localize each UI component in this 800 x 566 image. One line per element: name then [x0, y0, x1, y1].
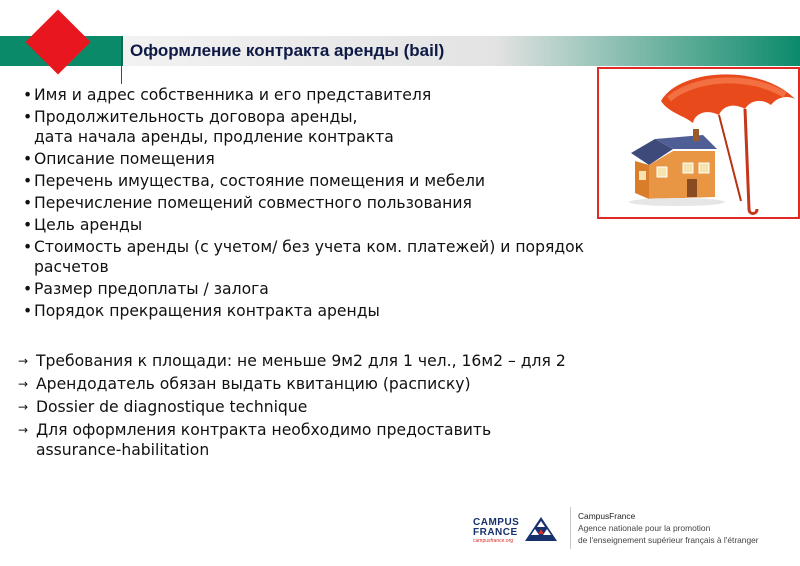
- house-door: [687, 179, 697, 197]
- house-window-3: [699, 163, 709, 173]
- logo-url: campusfrance.org: [473, 538, 514, 544]
- bullet-line: • Перечень имущества, состояние помещения и мебели: [34, 172, 486, 190]
- house-chimney: [693, 129, 699, 141]
- title-vertical-line: [121, 66, 122, 84]
- house-window-2: [683, 163, 693, 173]
- house-shadow: [629, 198, 725, 206]
- umbrella-handle-shape: [749, 209, 757, 214]
- umbrella-rib-shape: [719, 115, 741, 201]
- arrow-line: Требования к площади: не меньше 9м2 для 1 чел., 16м2 – для 2: [36, 352, 566, 370]
- footer-text: [578, 510, 759, 546]
- house-window-side: [639, 171, 646, 180]
- bullet-line: • Перечисление помещений совместного пользования: [34, 194, 472, 212]
- arrow-line: Для оформления контракта необходимо предоставить: [36, 421, 492, 439]
- footer-line-3: de l'enseignement supérieur français à l'étranger: [578, 535, 759, 545]
- house-window-1: [657, 167, 667, 177]
- arrow-line: assurance-habilitation: [36, 441, 210, 459]
- footer-line-2: Agence nationale pour la promotion: [578, 523, 711, 533]
- bullet-line: • Стоимость аренды (с учетом/ без учета ком. платежей) и порядок: [34, 238, 585, 256]
- arrow-item: [18, 397, 738, 417]
- slide-title: Оформление контракта аренды (bail): [130, 41, 445, 60]
- bullet-line: • Описание помещения: [34, 150, 215, 168]
- arrow-line: Dossier de diagnostique technique: [36, 398, 308, 416]
- logo-text-campus: CAMPUS: [473, 517, 520, 528]
- house-umbrella-image: [597, 67, 800, 219]
- bullet-line: расчетов: [34, 258, 109, 276]
- title-separator: [121, 36, 123, 66]
- arrow-right-icon: →: [18, 400, 29, 414]
- bullet-line: • Цель аренды: [34, 216, 143, 234]
- footer-divider: [570, 507, 571, 549]
- arrow-right-icon: →: [18, 423, 29, 437]
- arrow-line: Арендодатель обязан выдать квитанцию (расписку): [36, 375, 471, 393]
- arrow-item: [18, 351, 738, 371]
- umbrella-shaft-shape: [745, 109, 749, 209]
- logo-text-france: FRANCE: [473, 527, 518, 538]
- bullet-line: дата начала аренды, продление контракта: [34, 128, 394, 146]
- arrow-list: [18, 351, 738, 463]
- bullet-item: [22, 279, 722, 299]
- logo-pyramid-icon: [523, 515, 559, 543]
- footer-org-name: CampusFrance: [578, 511, 636, 521]
- bullet-line: • Продолжительность договора аренды,: [34, 108, 358, 126]
- arrow-right-icon: →: [18, 354, 29, 368]
- arrow-item: [18, 374, 738, 394]
- bullet-line: • Имя и адрес собственника и его представителя: [34, 86, 432, 104]
- arrow-item: [18, 420, 738, 460]
- arrow-right-icon: →: [18, 377, 29, 391]
- campusfrance-logo: [473, 513, 563, 547]
- bullet-item: [22, 301, 722, 321]
- house-umbrella-illustration: [599, 69, 798, 217]
- bullet-line: • Размер предоплаты / залога: [34, 280, 269, 298]
- bullet-line: • Порядок прекращения контракта аренды: [34, 302, 380, 320]
- bullet-item: [22, 237, 722, 277]
